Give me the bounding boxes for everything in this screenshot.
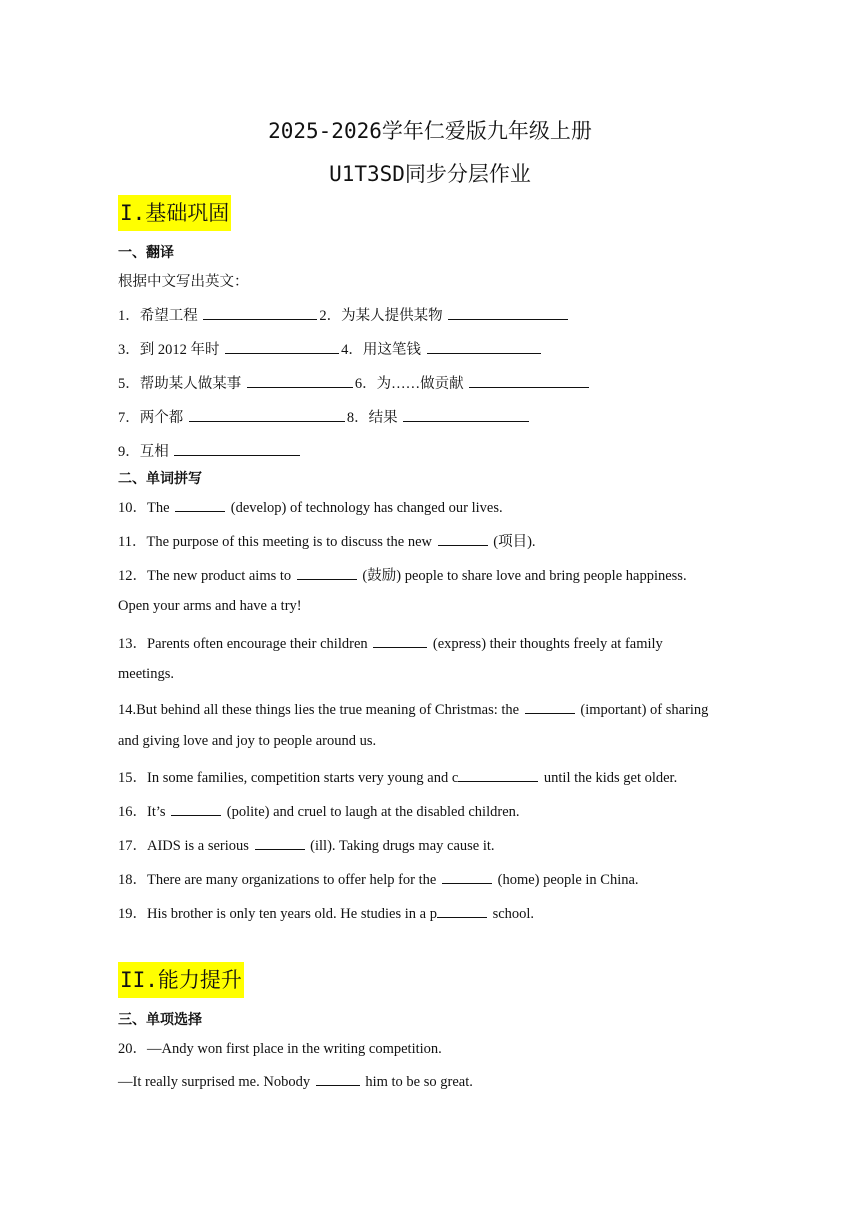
item-text: 为……做贡献	[376, 376, 464, 392]
question-20-line1: 20．—Andy won first place in the writing competition.	[118, 1041, 442, 1057]
item-text: 希望工程	[139, 308, 198, 324]
item-text: 互相	[139, 444, 169, 460]
question-text: Parents often encourage their children	[147, 636, 368, 652]
question-text: The new product aims to	[147, 568, 292, 584]
question-12	[118, 564, 687, 585]
question-14-continued: and giving love and joy to people around us.	[118, 733, 377, 749]
translation-row	[118, 406, 531, 427]
translation-row	[118, 304, 570, 325]
translation-row	[118, 338, 543, 359]
item-text: 用这笔钱	[362, 342, 421, 358]
item-number: 7．	[118, 410, 140, 426]
item-number: 9．	[118, 444, 140, 460]
question-10	[118, 496, 503, 517]
translation-row	[118, 440, 302, 461]
question-19	[118, 902, 534, 923]
question-text: (express) their thoughts freely at family	[432, 636, 663, 652]
answer-blank[interactable]	[189, 407, 345, 422]
answer-blank[interactable]	[175, 497, 225, 512]
question-number: 11．	[118, 534, 147, 550]
question-text: (develop) of technology has changed our lives.	[230, 500, 503, 516]
answer-blank[interactable]	[373, 633, 427, 648]
question-number: 10．	[118, 500, 147, 516]
question-text: It’s	[147, 804, 166, 820]
answer-blank[interactable]	[448, 305, 568, 320]
section-heading-basic: I.基础巩固	[118, 195, 231, 231]
answer-blank[interactable]	[525, 699, 575, 714]
item-number: 8．	[346, 410, 369, 426]
question-text: (important) of sharing	[580, 702, 709, 718]
question-text: (ill). Taking drugs may cause it.	[310, 838, 495, 854]
question-17	[118, 834, 495, 855]
question-text: (home) people in China.	[497, 872, 639, 888]
item-number: 3．	[118, 342, 140, 358]
question-text: The purpose of this meeting is to discuss the new	[146, 534, 432, 550]
answer-blank[interactable]	[297, 565, 357, 580]
question-text: —It really surprised me. Nobody	[118, 1074, 311, 1090]
question-number: 15．	[118, 770, 147, 786]
question-text: (鼓励) people to share love and bring people happiness.	[362, 568, 687, 584]
part-title-spelling: 二、单词拼写	[118, 471, 202, 487]
question-16	[118, 800, 520, 821]
item-text: 为某人提供某物	[341, 308, 443, 324]
item-number: 6．	[354, 376, 377, 392]
question-12-continued: Open your arms and have a try!	[118, 598, 302, 614]
answer-blank[interactable]	[427, 339, 541, 354]
answer-blank[interactable]	[438, 531, 488, 546]
answer-blank[interactable]	[203, 305, 317, 320]
question-number: 17．	[118, 838, 147, 854]
part-title-translation: 一、翻译	[118, 245, 174, 261]
answer-blank[interactable]	[403, 407, 529, 422]
question-number: 14.	[118, 702, 137, 718]
item-text: 帮助某人做某事	[139, 376, 242, 392]
question-15	[118, 766, 677, 787]
answer-blank[interactable]	[255, 835, 305, 850]
document-title: 2025-2026学年仁爱版九年级上册	[268, 119, 592, 143]
question-text: school.	[492, 906, 535, 922]
question-number: 19．	[118, 906, 147, 922]
answer-blank[interactable]	[458, 767, 538, 782]
question-text: There are many organizations to offer help for the	[147, 872, 437, 888]
question-text: But behind all these things lies the true meaning of Christmas: the	[136, 702, 520, 718]
question-text: until the kids get older.	[543, 770, 678, 786]
section-heading-advanced: II.能力提升	[118, 962, 244, 998]
question-number: 16．	[118, 804, 147, 820]
part-title-choice: 三、单项选择	[118, 1012, 202, 1028]
answer-blank[interactable]	[247, 373, 353, 388]
question-number: 12．	[118, 568, 147, 584]
question-number: 13．	[118, 636, 147, 652]
answer-blank[interactable]	[174, 441, 300, 456]
item-number: 2．	[319, 308, 342, 324]
answer-blank[interactable]	[442, 869, 492, 884]
question-11	[118, 530, 536, 551]
item-text: 结果	[368, 410, 398, 426]
answer-blank[interactable]	[469, 373, 589, 388]
question-14	[118, 699, 708, 719]
question-text: In some families, competition starts very young and c	[147, 770, 459, 786]
translation-row	[118, 372, 591, 393]
item-number: 1．	[118, 308, 140, 324]
question-text: him to be so great.	[365, 1074, 473, 1090]
question-13	[118, 632, 663, 653]
instruction-text: 根据中文写出英文：	[118, 274, 249, 290]
question-text: (polite) and cruel to laugh at the disabled children.	[226, 804, 520, 820]
question-text: His brother is only ten years old. He studies in a p	[147, 906, 437, 922]
item-number: 4．	[341, 342, 363, 358]
item-text: 两个都	[139, 410, 184, 426]
answer-blank[interactable]	[225, 339, 339, 354]
item-text: 到 2012 年时	[139, 342, 220, 358]
document-subtitle: U1T3SD同步分层作业	[329, 162, 531, 186]
answer-blank[interactable]	[437, 903, 487, 918]
question-13-continued: meetings.	[118, 666, 174, 682]
question-number: 18．	[118, 872, 147, 888]
answer-blank[interactable]	[316, 1071, 360, 1086]
item-number: 5．	[118, 376, 140, 392]
question-text: (项目).	[493, 534, 536, 550]
question-18	[118, 868, 639, 889]
question-text: The	[147, 500, 170, 516]
answer-blank[interactable]	[171, 801, 221, 816]
question-text: AIDS is a serious	[147, 838, 249, 854]
question-20-line2	[118, 1071, 473, 1091]
